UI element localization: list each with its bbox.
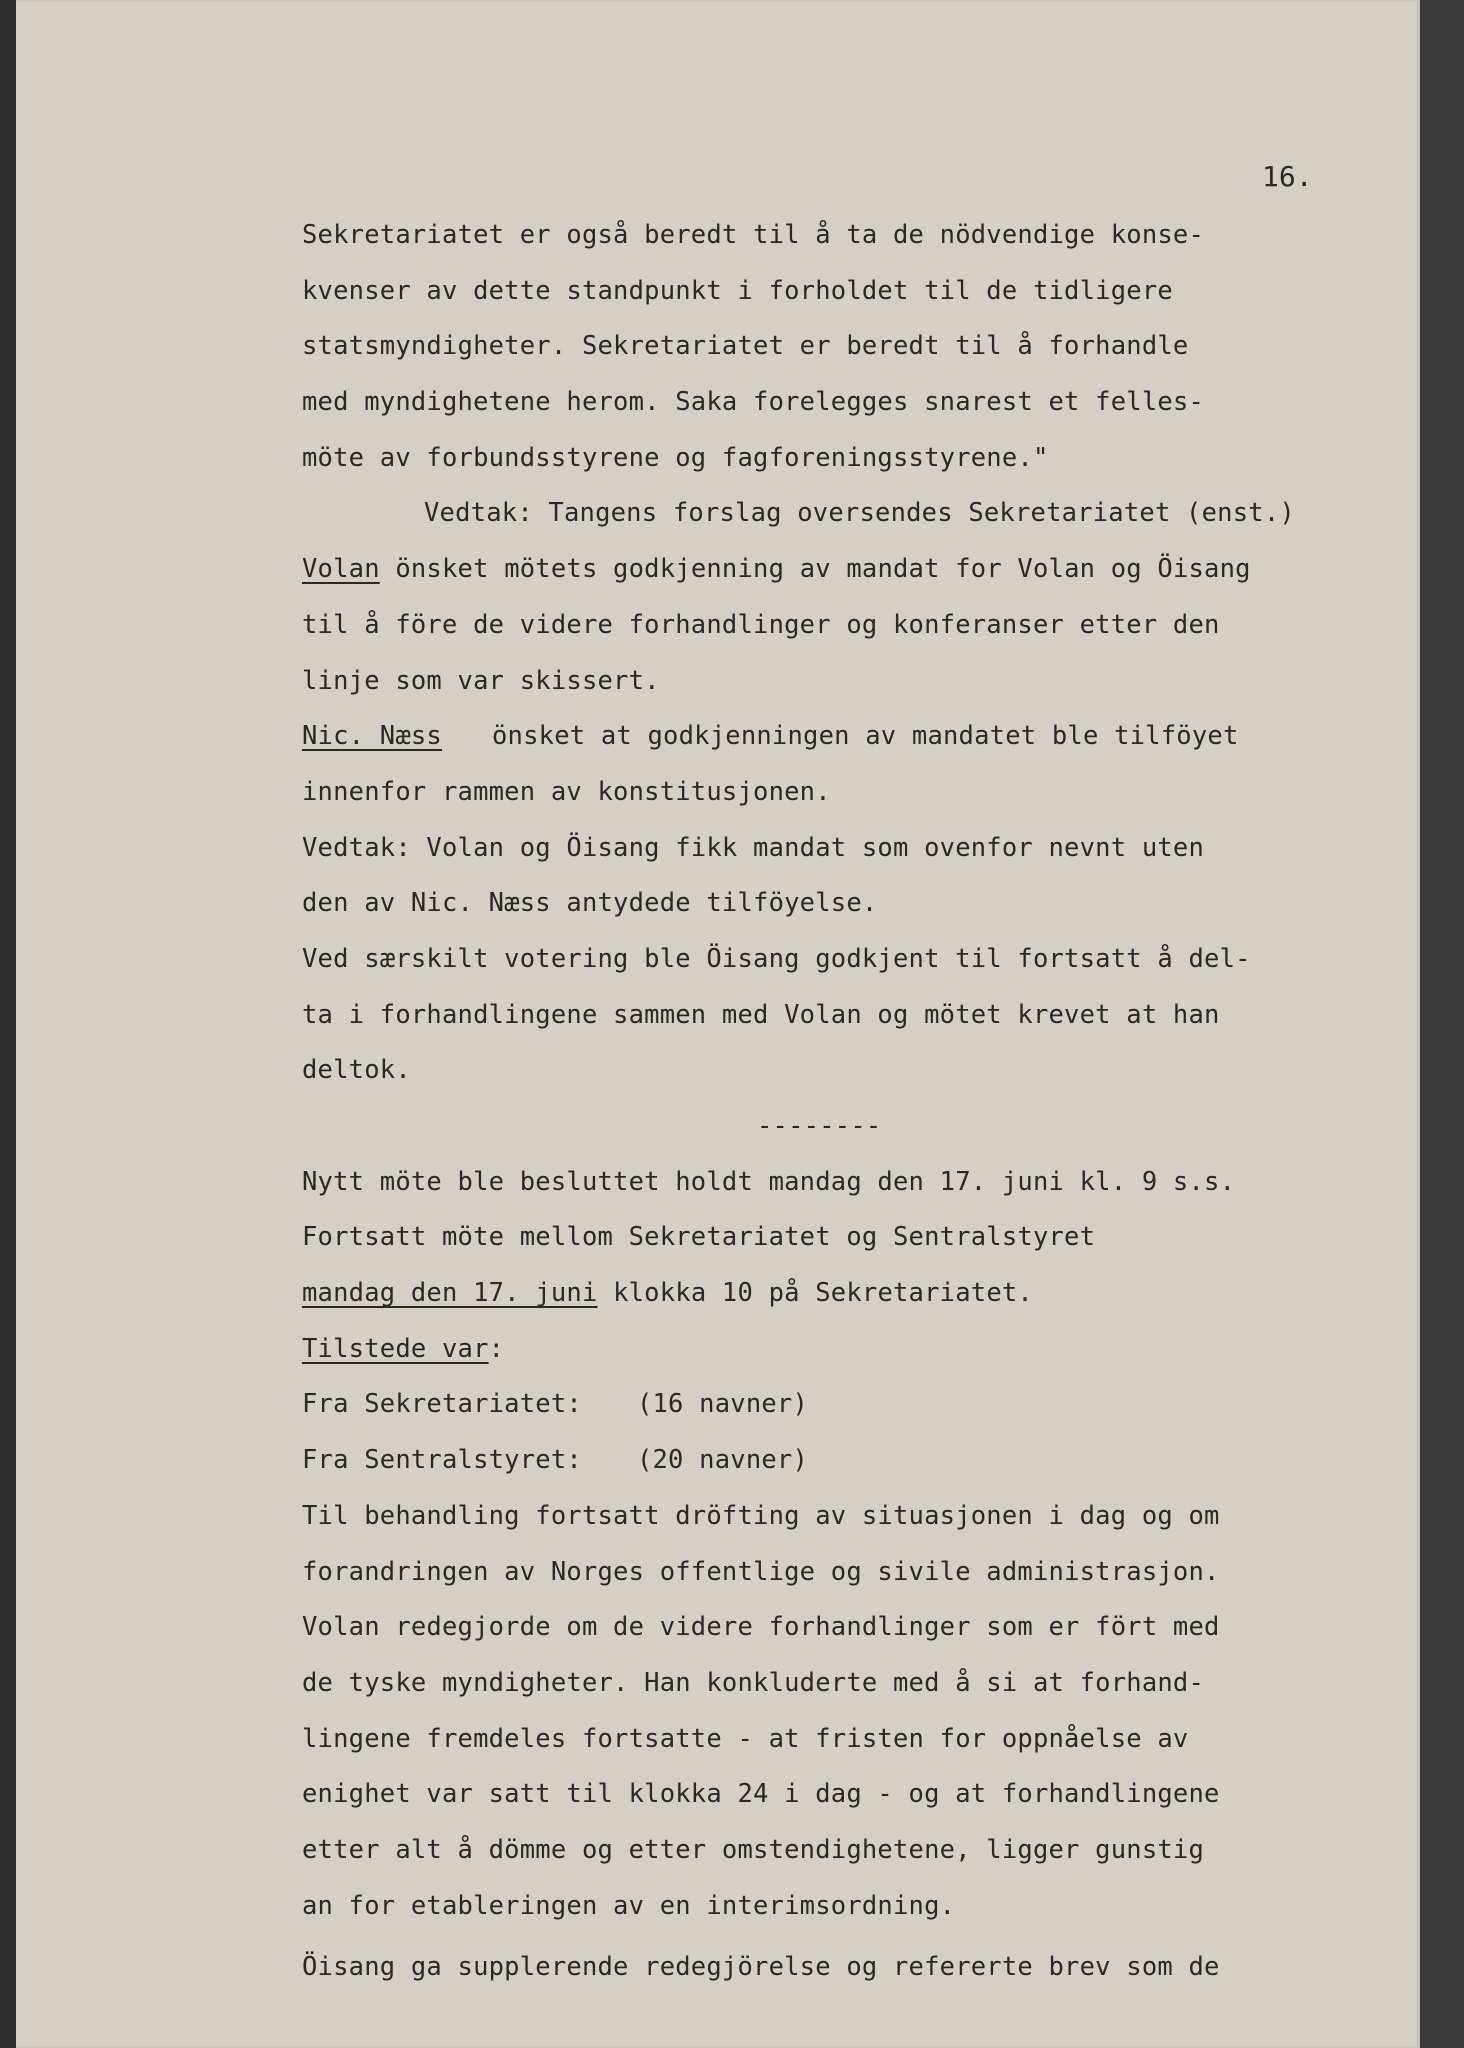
text-line: den av Nic. Næss antydede tilföyelse. <box>302 888 878 919</box>
text-line: Volan redegjorde om de videre forhandlinger som er fört med <box>302 1612 1220 1643</box>
binding-strip <box>0 0 16 2048</box>
label-fra-sentralstyret: Fra Sentralstyret: <box>302 1445 582 1476</box>
text-line: Ved særskilt votering ble Öisang godkjent til fortsatt å del- <box>302 943 1251 974</box>
page-edge-background <box>1420 0 1464 2048</box>
text-line: Vedtak: Volan og Öisang fikk mandat som ovenfor nevnt uten <box>302 832 1205 863</box>
text-line: forandringen av Norges offentlige og sivile administrasjon. <box>302 1556 1220 1587</box>
text-line: etter alt å dömme og etter omstendighetene, ligger gunstig <box>302 1834 1205 1865</box>
heading-tilstede: Tilstede var <box>302 1333 489 1364</box>
text-line: linje som var skissert. <box>302 665 660 696</box>
text-line: til å före de videre forhandlinger og konferanser etter den <box>302 609 1220 640</box>
text-line: med myndighetene herom. Saka forelegges snarest et felles- <box>302 387 1205 418</box>
text-line <box>302 1322 1362 1378</box>
name-nic-naess: Nic. Næss <box>302 721 442 752</box>
colon: : <box>488 1333 505 1364</box>
text-line: Öisang ga supplerende redegjörelse og refererte brev som de <box>302 1952 1220 1983</box>
separator-dashes: -------- <box>757 1111 882 1141</box>
name-volan: Volan <box>302 554 380 585</box>
text-line-rest: önsket mötets godkjenning av mandat for Volan og Öisang <box>395 554 1251 585</box>
count-sekretariatet: (16 navner) <box>636 1389 809 1420</box>
date-mandag: mandag den 17. juni <box>302 1278 598 1309</box>
text-line: deltok. <box>302 1055 411 1086</box>
text-line: de tyske myndigheter. Han konkluderte med å si at forhand- <box>302 1667 1205 1698</box>
text-line: ta i forhandlingene sammen med Volan og mötet krevet at han <box>302 999 1220 1030</box>
document-body <box>302 208 1362 1996</box>
count-sentralstyret: (20 navner) <box>636 1445 809 1476</box>
label-fra-sekretariatet: Fra Sekretariatet: <box>302 1389 582 1420</box>
text-line: Nytt möte ble besluttet holdt mandag den 17. juni kl. 9 s.s. <box>302 1166 1236 1197</box>
text-line <box>302 1266 1362 1322</box>
text-line: innenfor rammen av konstitusjonen. <box>302 776 831 807</box>
text-line: lingene fremdeles fortsatte - at fristen for oppnåelse av <box>302 1723 1189 1754</box>
text-line <box>302 542 1362 598</box>
text-line-rest: önsket at godkjenningen av mandatet ble tilföyet <box>491 721 1239 752</box>
text-line: Vedtak: Tangens forslag oversendes Sekretariatet (enst.) <box>424 498 1295 529</box>
text-line <box>302 1433 1362 1489</box>
page-number: 16. <box>1262 160 1313 193</box>
text-line: an for etableringen av en interimsordning. <box>302 1890 956 1921</box>
text-line: Til behandling fortsatt dröfting av situasjonen i dag og om <box>302 1500 1220 1531</box>
text-line: statsmyndigheter. Sekretariatet er beredt til å forhandle <box>302 331 1189 362</box>
text-line <box>302 1377 1362 1433</box>
text-line-rest: klokka 10 på Sekretariatet. <box>613 1278 1033 1309</box>
text-line: Fortsatt möte mellom Sekretariatet og Sentralstyret <box>302 1222 1096 1253</box>
text-line: kvenser av dette standpunkt i forholdet til de tidligere <box>302 275 1173 306</box>
text-line: Sekretariatet er også beredt til å ta de nödvendige konse- <box>302 220 1205 250</box>
text-line <box>302 709 1362 765</box>
text-line: enighet var satt til klokka 24 i dag - og at forhandlingene <box>302 1779 1220 1810</box>
text-line: möte av forbundsstyrene og fagforeningsstyrene." <box>302 442 1049 473</box>
